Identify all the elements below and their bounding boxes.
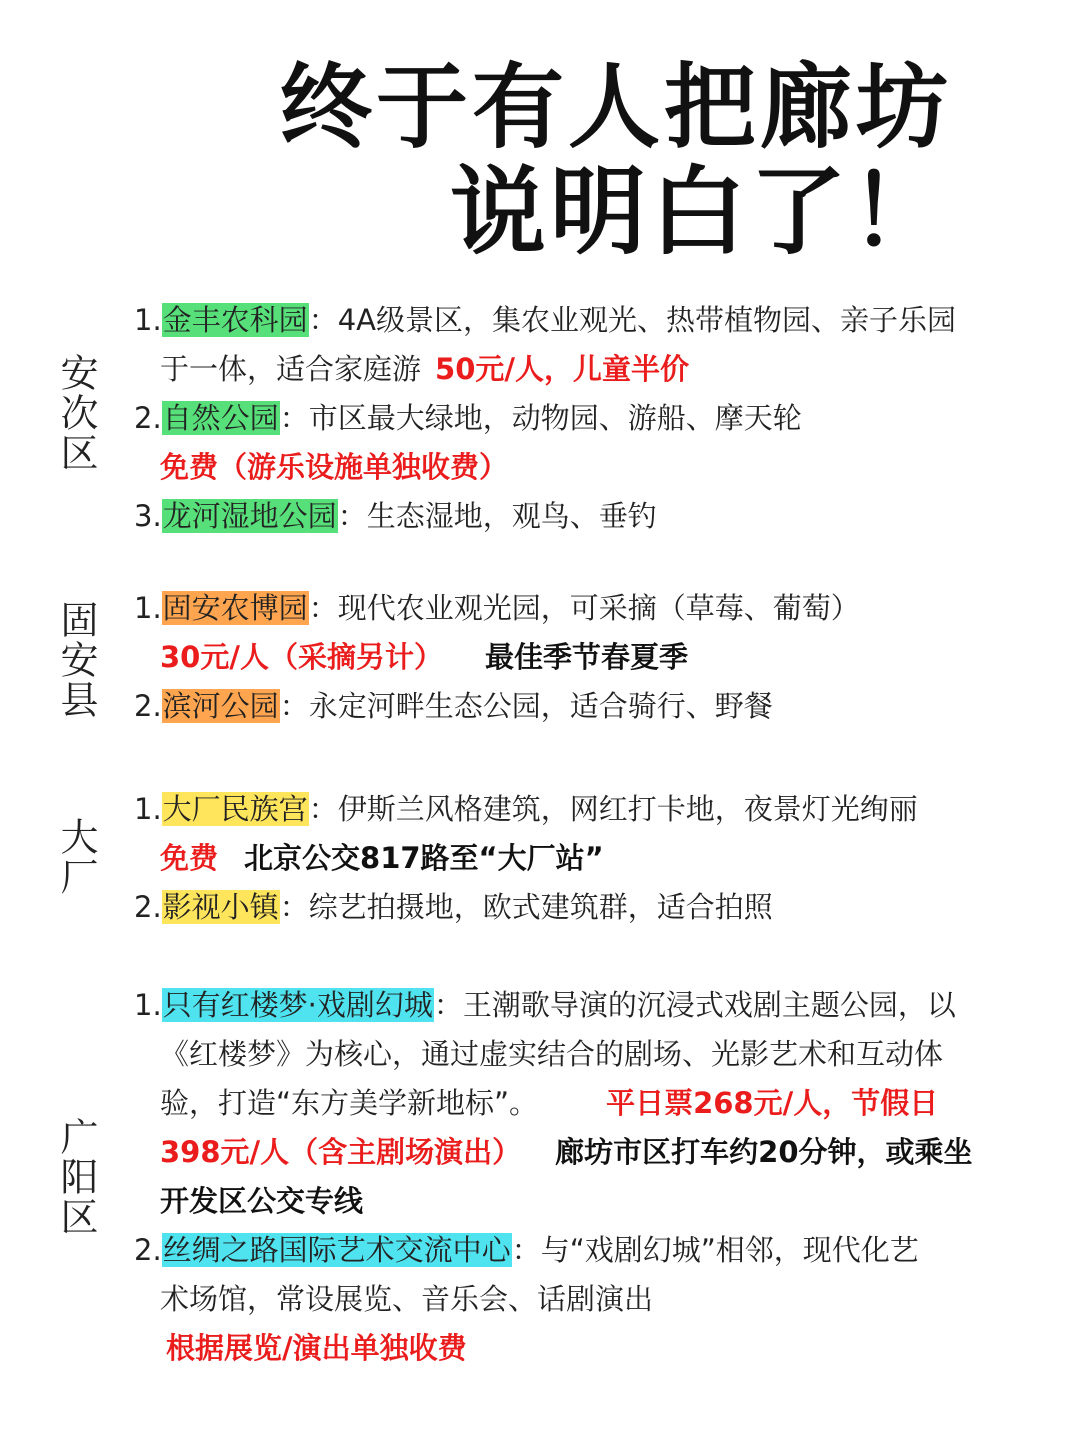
guangyang-item-1-line-2 — [160, 1034, 943, 1074]
price-text: 30元/人（采摘另计） — [160, 640, 443, 674]
attraction-name-longhe: 龙河湿地公园 — [162, 499, 337, 533]
note-text: 廊坊市区打车约20分钟，或乘坐 — [555, 1135, 973, 1169]
attraction-name-ziran: 自然公园 — [162, 401, 279, 435]
page-title-line-1: 终于有人把廊坊 — [279, 54, 952, 161]
price-text: 免费（游乐设施单独收费） — [160, 450, 509, 484]
guangyang-item-1-line-3 — [160, 1083, 938, 1123]
guan-item-2-line-1 — [134, 686, 773, 726]
anci-item-2-line-1 — [134, 398, 802, 438]
attraction-name-nongbo: 固安农博园 — [162, 591, 308, 625]
attraction-desc: 术场馆，常设展览、音乐会、话剧演出 — [160, 1282, 654, 1316]
price-text: 50元/人，儿童半价 — [435, 352, 689, 386]
attraction-desc: ：永定河畔生态公园，适合骑行、野餐 — [279, 689, 773, 723]
note-text: 最佳季节春夏季 — [484, 640, 688, 674]
attraction-desc: ：市区最大绿地，动物园、游船、摩天轮 — [279, 401, 802, 435]
dachang-item-1-line-1 — [134, 789, 918, 829]
guangyang-item-1-line-5 — [160, 1181, 363, 1221]
item-number: 1. — [134, 303, 162, 337]
attraction-desc: ：综艺拍摄地，欧式建筑群，适合拍照 — [279, 890, 773, 924]
note-text: 开发区公交专线 — [160, 1184, 364, 1218]
item-number: 1. — [134, 591, 162, 625]
attraction-desc: 验，打造“东方美学新地标”。 — [160, 1086, 539, 1120]
attraction-desc: 《红楼梦》为核心，通过虚实结合的剧场、光影艺术和互动体 — [160, 1037, 944, 1071]
price-text: 根据展览/演出单独收费 — [166, 1331, 467, 1365]
guangyang-item-2-line-1 — [134, 1230, 919, 1270]
district-label-guan: 固安县 — [54, 600, 98, 720]
attraction-desc: ：生态湿地，观鸟、垂钓 — [337, 499, 657, 533]
guangyang-item-1-line-1 — [134, 985, 956, 1025]
guan-item-1-line-2 — [160, 637, 688, 677]
note-text: 北京公交817路至“大厂站” — [244, 841, 604, 875]
anci-item-3-line-1 — [134, 496, 657, 536]
attraction-desc: ：现代农业观光园，可采摘（草莓、葡萄） — [308, 591, 860, 625]
dachang-item-2-line-1 — [134, 887, 773, 927]
attraction-name-binhe: 滨河公园 — [162, 689, 279, 723]
attraction-desc: ：4A级景区，集农业观光、热带植物园、亲子乐园 — [308, 303, 956, 337]
attraction-name-honglou: 只有红楼梦·戏剧幻城 — [162, 988, 433, 1022]
guangyang-item-2-line-2 — [160, 1279, 653, 1319]
district-label-anci: 安次区 — [54, 353, 98, 473]
item-number: 1. — [134, 988, 162, 1022]
price-text: 免费 — [160, 841, 219, 875]
attraction-name-silu: 丝绸之路国际艺术交流中心 — [162, 1233, 511, 1267]
attraction-desc: ：伊斯兰风格建筑，网红打卡地，夜景灯光绚丽 — [308, 792, 918, 826]
item-number: 1. — [134, 792, 162, 826]
item-number: 2. — [134, 1233, 162, 1267]
page-title-line-2: 说明白了！ — [450, 156, 950, 268]
dachang-item-1-line-2 — [160, 838, 604, 878]
guan-item-1-line-1 — [134, 588, 860, 628]
district-label-guangyang: 广阳区 — [54, 1117, 98, 1237]
item-number: 2. — [134, 401, 162, 435]
attraction-name-jinfeng: 金丰农科园 — [162, 303, 308, 337]
item-number: 2. — [134, 689, 162, 723]
attraction-name-minzugong: 大厂民族宫 — [162, 792, 308, 826]
guangyang-item-2-line-3 — [166, 1328, 467, 1368]
anci-item-1-line-2 — [160, 349, 689, 389]
attraction-name-yingshi: 影视小镇 — [162, 890, 279, 924]
anci-item-2-line-2 — [160, 447, 508, 487]
attraction-desc: 于一体，适合家庭游 — [160, 352, 422, 386]
price-text: 平日票268元/人，节假日 — [606, 1086, 939, 1120]
anci-item-1-line-1 — [134, 300, 956, 340]
attraction-desc: ：与“戏剧幻城”相邻，现代化艺 — [511, 1233, 919, 1267]
district-label-dachang: 大厂 — [54, 817, 98, 897]
item-number: 2. — [134, 890, 162, 924]
item-number: 3. — [134, 499, 162, 533]
attraction-desc: ：王潮歌导演的沉浸式戏剧主题公园，以 — [433, 988, 956, 1022]
price-text: 398元/人（含主剧场演出） — [160, 1135, 522, 1169]
guangyang-item-1-line-4 — [160, 1132, 973, 1172]
